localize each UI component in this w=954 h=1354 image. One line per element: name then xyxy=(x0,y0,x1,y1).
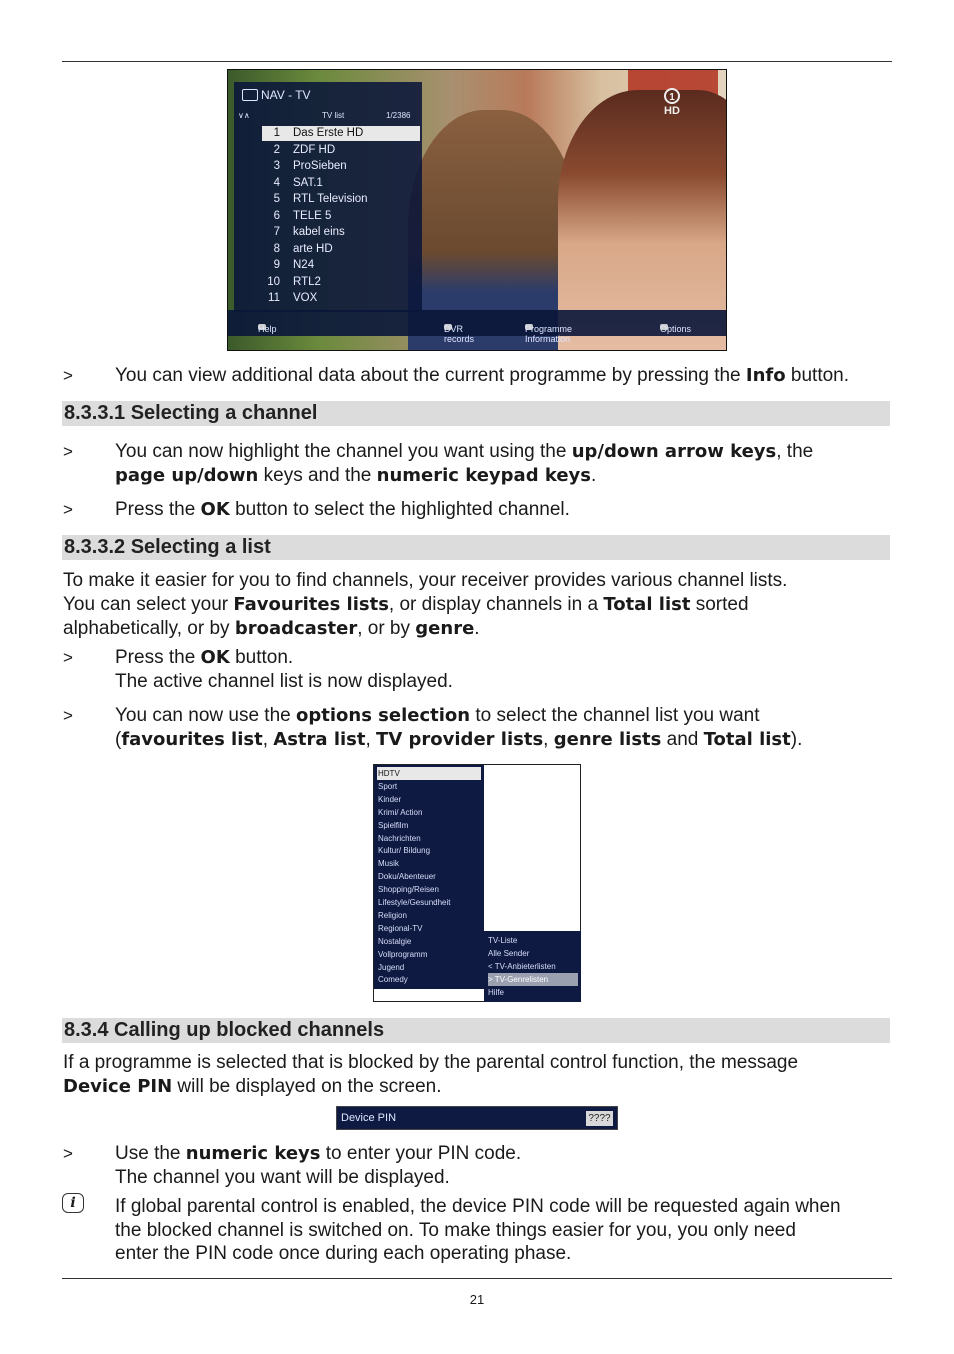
channel-row[interactable]: 9 N24 xyxy=(273,259,315,271)
heading-blocked-channels: 8.3.4 Calling up blocked channels xyxy=(62,1018,890,1043)
tv-bottom-bar: Help DVR records Programme Information Options xyxy=(228,310,727,336)
heading-selecting-list: 8.3.3.2 Selecting a list xyxy=(62,535,890,560)
bullet: > xyxy=(63,706,73,725)
channel-row[interactable]: 3 ProSieben xyxy=(273,160,347,172)
paragraph-ok: Press the OK button to select the highlighted channel. xyxy=(115,499,570,520)
channel-row[interactable]: 10 RTL2 xyxy=(267,275,321,288)
genre-list-item[interactable]: Shopping/Reisen xyxy=(378,885,439,895)
genre-list-item[interactable]: Comedy xyxy=(378,975,408,985)
genre-list-item[interactable]: Regional-TV xyxy=(378,923,423,933)
paragraph-blocked: If a programme is selected that is blocked by the parental control function, the message xyxy=(63,1052,799,1073)
paragraph-press-ok: Press the OK button. xyxy=(115,647,294,668)
top-rule xyxy=(62,61,892,62)
channel-logo: 1 HD xyxy=(664,88,680,117)
pin-label: Device PIN xyxy=(341,1112,397,1124)
genre-list-screenshot xyxy=(373,764,581,1002)
tv-channel-list-screenshot xyxy=(227,69,727,351)
bullet: > xyxy=(63,1144,73,1163)
channel-row[interactable]: 6 TELE 5 xyxy=(273,209,332,222)
channel-row[interactable]: 2 ZDF HD xyxy=(273,143,336,156)
genre-list-panel xyxy=(374,765,484,989)
list-menu-item[interactable]: > TV-Genrelisten xyxy=(488,973,578,986)
page-number: 21 xyxy=(469,1292,485,1307)
bullet: > xyxy=(63,442,73,461)
genre-list-item[interactable]: Nostalgie xyxy=(378,936,412,946)
bullet: > xyxy=(63,648,73,667)
channel-row[interactable]: 11 VOX xyxy=(268,292,318,304)
genre-list-item[interactable]: Jugend xyxy=(378,962,405,972)
genre-list-item[interactable]: Nachrichten xyxy=(378,833,421,843)
list-menu-item[interactable]: Alle Sender xyxy=(488,949,530,958)
genre-list-item[interactable]: Doku/Abenteuer xyxy=(378,872,436,882)
channel-row[interactable]: 5 RTL Television xyxy=(273,193,368,205)
channel-row[interactable]: 7 kabel eins xyxy=(273,226,345,238)
pin-value: ???? xyxy=(586,1111,613,1126)
bullet: > xyxy=(63,500,73,519)
list-menu-item[interactable]: TV-Liste xyxy=(488,936,518,945)
panel-title: NAV - TV xyxy=(242,88,311,102)
genre-list-item[interactable]: Vollprogramm xyxy=(378,949,428,959)
channel-list-panel xyxy=(234,82,422,312)
channel-row[interactable]: 8 arte HD xyxy=(273,242,333,255)
paragraph-arrow-keys: You can now highlight the channel you want using the up/down arrow keys, the xyxy=(115,441,814,462)
genre-list-item[interactable]: Religion xyxy=(378,910,407,920)
genre-list-item[interactable]: Spielfilm xyxy=(378,820,409,830)
list-options-menu xyxy=(484,931,581,1002)
genre-list-item[interactable]: HDTV xyxy=(377,767,481,780)
genre-list-item[interactable]: Musik xyxy=(378,859,399,869)
paragraph-note: If global parental control is enabled, the device PIN code will be requested again when xyxy=(115,1196,841,1217)
paragraph-options: You can now use the options selection to select the channel list you want xyxy=(115,705,760,726)
bottom-rule xyxy=(62,1278,892,1279)
tv-icon xyxy=(242,89,258,101)
channel-row[interactable]: 1 Das Erste HD xyxy=(262,126,420,141)
list-label: TV list xyxy=(322,111,345,120)
genre-list-item[interactable]: Kultur/ Bildung xyxy=(378,846,431,856)
info-icon: i xyxy=(62,1193,84,1213)
bullet: > xyxy=(63,366,73,385)
paragraph-lists: To make it easier for you to find channels, your receiver provides various channel lists. xyxy=(63,570,788,591)
genre-list-item[interactable]: Krimi/ Action xyxy=(378,807,423,817)
paragraph-info: You can view additional data about the current programme by pressing the Info button. xyxy=(115,365,850,386)
device-pin-screenshot xyxy=(336,1106,618,1130)
genre-list-item[interactable]: Kinder xyxy=(378,794,402,804)
channel-row[interactable]: 4 SAT.1 xyxy=(273,176,323,189)
paragraph-numeric-keys: Use the numeric keys to enter your PIN code. xyxy=(115,1143,522,1164)
genre-list-item[interactable]: Lifestyle/Gesundheit xyxy=(378,898,451,907)
list-menu-item[interactable]: Hilfe xyxy=(488,988,505,997)
list-menu-item[interactable]: < TV-Anbieterlisten xyxy=(488,962,556,971)
sort-arrows-icon: ∨∧ xyxy=(238,111,250,120)
heading-selecting-channel: 8.3.3.1 Selecting a channel xyxy=(62,401,890,426)
list-count: 1/2386 xyxy=(386,111,411,120)
genre-list-item[interactable]: Sport xyxy=(378,781,398,791)
